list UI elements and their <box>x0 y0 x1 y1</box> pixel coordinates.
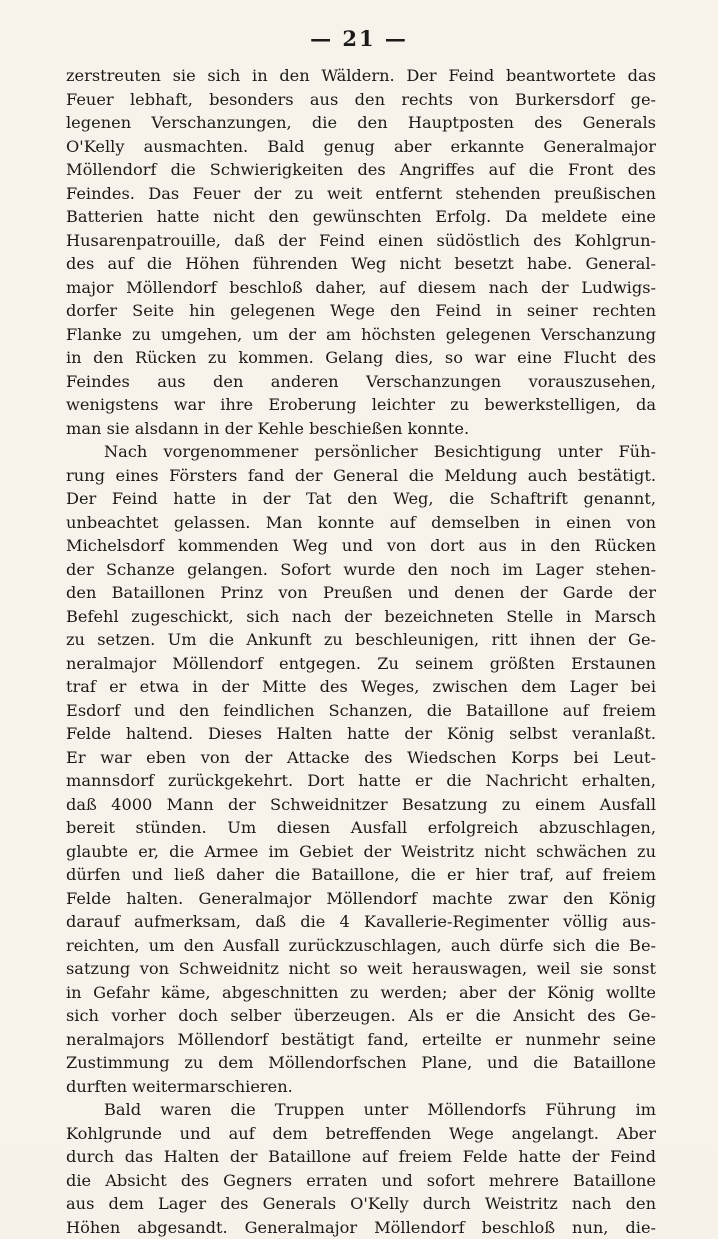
text-line: in Gefahr käme, abgeschnitten zu werden; aber der König wollte <box>66 981 656 1005</box>
text-line: rung eines Försters fand der General die Meldung auch bestätigt. <box>66 464 656 488</box>
text-line: legenen Verschanzungen, die den Hauptposten des Generals <box>66 111 656 135</box>
text-line: neralmajor Möllendorf entgegen. Zu seinem größten Erstaunen <box>66 652 656 676</box>
text-line: Er war eben von der Attacke des Wiedschen Korps bei Leut- <box>66 746 656 770</box>
text-line: der Schanze gelangen. Sofort wurde den noch im Lager stehen- <box>66 558 656 582</box>
paragraph-2 <box>66 440 656 1098</box>
text-line: daß 4000 Mann der Schweidnitzer Besatzung zu einem Ausfall <box>66 793 656 817</box>
text-line: Der Feind hatte in der Tat den Weg, die Schaftrift genannt, <box>66 487 656 511</box>
text-line: unbeachtet gelassen. Man konnte auf demselben in einen von <box>66 511 656 535</box>
text-line: in den Rücken zu kommen. Gelang dies, so war eine Flucht des <box>66 346 656 370</box>
text-line: Feuer lebhaft, besonders aus den rechts von Burkersdorf ge- <box>66 88 656 112</box>
text-line: Höhen abgesandt. Generalmajor Möllendorf beschloß nun, die- <box>66 1216 656 1239</box>
text-line: Husarenpatrouille, daß der Feind einen südöstlich des Kohlgrun- <box>66 229 656 253</box>
text-line: Möllendorf die Schwierigkeiten des Angriffes auf die Front des <box>66 158 656 182</box>
text-line: Felde halten. Generalmajor Möllendorf machte zwar den König <box>66 887 656 911</box>
text-line: Feindes aus den anderen Verschanzungen vorauszusehen, <box>66 370 656 394</box>
text-line: zerstreuten sie sich in den Wäldern. Der Feind beantwortete das <box>66 64 656 88</box>
text-line: durften weitermarschieren. <box>66 1075 656 1099</box>
text-line: zu setzen. Um die Ankunft zu beschleunigen, ritt ihnen der Ge- <box>66 628 656 652</box>
text-line: Bald waren die Truppen unter Möllendorfs Führung im <box>66 1098 656 1122</box>
text-line: sich vorher doch selber überzeugen. Als er die Ansicht des Ge- <box>66 1004 656 1028</box>
paragraph-3 <box>66 1098 656 1239</box>
text-line: traf er etwa in der Mitte des Weges, zwischen dem Lager bei <box>66 675 656 699</box>
body-text <box>66 64 656 1239</box>
text-line: den Bataillonen Prinz von Preußen und denen der Garde der <box>66 581 656 605</box>
text-line: aus dem Lager des Generals O'Kelly durch Weistritz nach den <box>66 1192 656 1216</box>
text-line: wenigstens war ihre Eroberung leichter zu bewerkstelligen, da <box>66 393 656 417</box>
text-line: major Möllendorf beschloß daher, auf diesem nach der Ludwigs- <box>66 276 656 300</box>
text-line: bereit stünden. Um diesen Ausfall erfolgreich abzuschlagen, <box>66 816 656 840</box>
text-line: des auf die Höhen führenden Weg nicht besetzt habe. General- <box>66 252 656 276</box>
text-line: Zustimmung zu dem Möllendorfschen Plane, und die Bataillone <box>66 1051 656 1075</box>
text-line: Batterien hatte nicht den gewünschten Erfolg. Da meldete eine <box>66 205 656 229</box>
text-line: O'Kelly ausmachten. Bald genug aber erkannte Generalmajor <box>66 135 656 159</box>
page-number: — 21 — <box>0 26 718 51</box>
text-line: Felde haltend. Dieses Halten hatte der König selbst veranlaßt. <box>66 722 656 746</box>
text-line: Esdorf und den feindlichen Schanzen, die Bataillone auf freiem <box>66 699 656 723</box>
text-line: satzung von Schweidnitz nicht so weit herauswagen, weil sie sonst <box>66 957 656 981</box>
text-line: Michelsdorf kommenden Weg und von dort aus in den Rücken <box>66 534 656 558</box>
text-line: reichten, um den Ausfall zurückzuschlagen, auch dürfe sich die Be- <box>66 934 656 958</box>
text-line: mannsdorf zurückgekehrt. Dort hatte er die Nachricht erhalten, <box>66 769 656 793</box>
text-line: dürfen und ließ daher die Bataillone, die er hier traf, auf freiem <box>66 863 656 887</box>
text-line: Befehl zugeschickt, sich nach der bezeichneten Stelle in Marsch <box>66 605 656 629</box>
text-line: durch das Halten der Bataillone auf freiem Felde hatte der Feind <box>66 1145 656 1169</box>
text-line: neralmajors Möllendorf bestätigt fand, erteilte er nunmehr seine <box>66 1028 656 1052</box>
text-line: Flanke zu umgehen, um der am höchsten gelegenen Verschanzung <box>66 323 656 347</box>
text-line: Feindes. Das Feuer der zu weit entfernt stehenden preußischen <box>66 182 656 206</box>
text-line: die Absicht des Gegners erraten und sofort mehrere Bataillone <box>66 1169 656 1193</box>
text-line: glaubte er, die Armee im Gebiet der Weistritz nicht schwächen zu <box>66 840 656 864</box>
text-line: Nach vorgenommener persönlicher Besichtigung unter Füh- <box>66 440 656 464</box>
text-line: man sie alsdann in der Kehle beschießen konnte. <box>66 417 656 441</box>
paragraph-1 <box>66 64 656 440</box>
text-line: dorfer Seite hin gelegenen Wege den Feind in seiner rechten <box>66 299 656 323</box>
text-line: Kohlgrunde und auf dem betreffenden Wege angelangt. Aber <box>66 1122 656 1146</box>
text-line: darauf aufmerksam, daß die 4 Kavallerie-Regimenter völlig aus- <box>66 910 656 934</box>
